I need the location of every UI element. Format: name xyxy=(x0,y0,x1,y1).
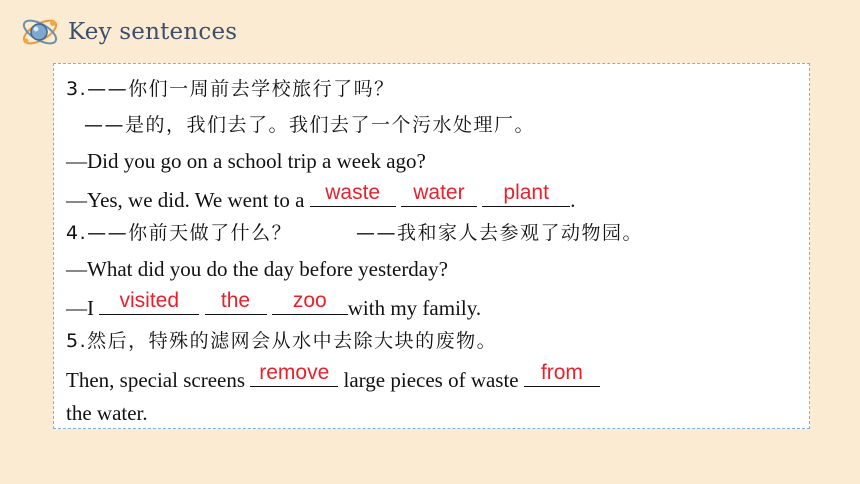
q3-chinese-question: 3.——你们一周前去学校旅行了吗？ xyxy=(66,78,395,100)
q3-english-answer xyxy=(66,181,576,213)
q3-english-question: —Did you go on a school trip a week ago? xyxy=(66,149,426,173)
q5-english-sentence xyxy=(66,361,600,393)
section-header xyxy=(18,10,237,54)
q4-english-answer xyxy=(66,289,482,321)
q4-blank-2-answer: the xyxy=(220,289,251,312)
q4-blank-1 xyxy=(99,289,199,315)
q4-english-question: —What did you do the day before yesterday? xyxy=(66,257,448,281)
q5-prefix: Then, special screens xyxy=(66,368,251,392)
q4-blank-1-answer: visited xyxy=(119,289,180,312)
q4-answer-suffix: with my family. xyxy=(347,296,482,320)
q3-blank-3 xyxy=(482,181,570,207)
q3-answer-prefix: —Yes, we did. We went to a xyxy=(66,188,310,212)
q3-blank-2 xyxy=(401,181,477,207)
q5-english-sentence-end: the water. xyxy=(66,401,148,425)
q3-chinese-answer: ——是的，我们去了。我们去了一个污水处理厂。 xyxy=(84,114,536,136)
q4-blank-3 xyxy=(272,289,348,315)
q4-answer-prefix: —I xyxy=(66,296,100,320)
molecule-logo-icon xyxy=(18,10,62,54)
q5-middle: large pieces of waste xyxy=(338,368,524,392)
q4-chinese-answer: ——我和家人去参观了动物园。 xyxy=(356,222,644,244)
q3-blank-3-answer: plant xyxy=(503,181,549,204)
q5-chinese-sentence: 5.然后，特殊的滤网会从水中去除大块的废物。 xyxy=(66,330,498,352)
page-title: Key sentences xyxy=(68,19,238,45)
q5-blank-2 xyxy=(524,361,600,387)
q5-blank-1 xyxy=(250,361,338,387)
q4-blank-2 xyxy=(205,289,267,315)
q3-answer-suffix: . xyxy=(570,188,576,212)
content-card xyxy=(53,63,810,429)
q3-blank-2-answer: water xyxy=(413,181,465,204)
q5-blank-2-answer: from xyxy=(540,361,583,384)
q4-blank-3-answer: zoo xyxy=(292,289,327,312)
q5-blank-1-answer: remove xyxy=(259,361,330,384)
q3-blank-1 xyxy=(310,181,396,207)
q4-chinese-question: 4.——你前天做了什么？ xyxy=(66,222,293,244)
q3-blank-1-answer: waste xyxy=(325,181,381,204)
